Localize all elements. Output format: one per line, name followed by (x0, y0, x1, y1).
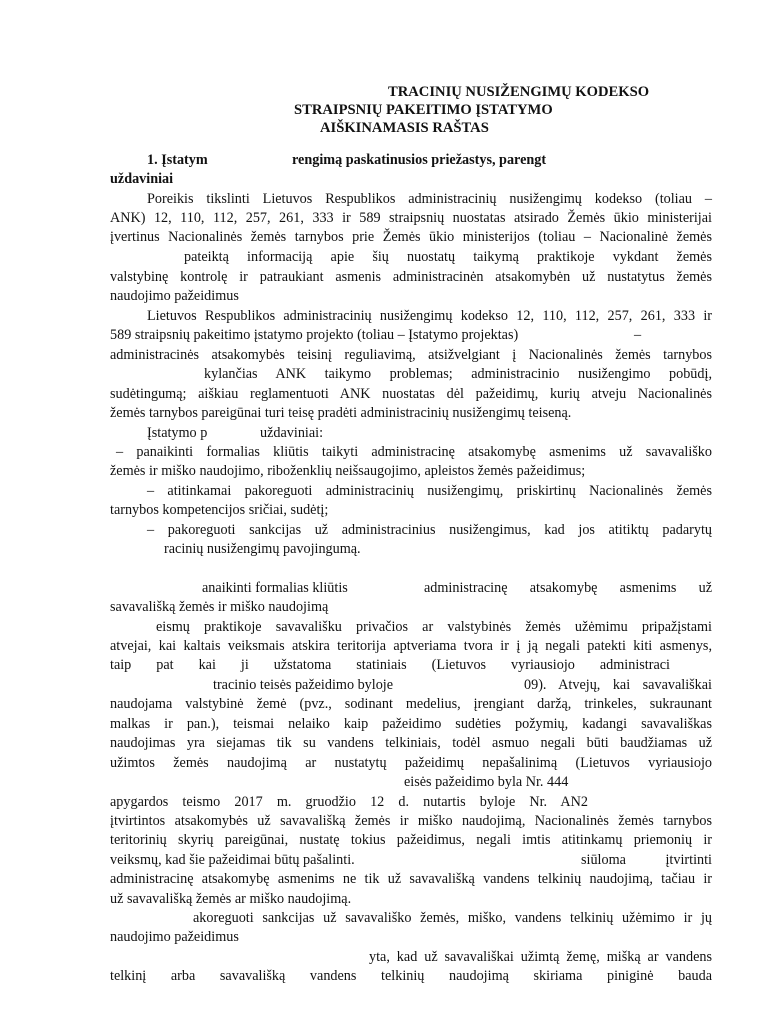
objective-bullet-2-cont: tarnybos kompetencijos sričiai, sudėtį; (110, 502, 329, 518)
paragraph2-line: Lietuvos Respublikos administracinių nusižengimų kodekso 12, 110, 112, 257, 261, 333 ir (147, 308, 712, 324)
paragraph2-line: 589 straipsnių pakeitimo įstatymo projekto (toliau – Įstatymo projektas) (110, 327, 519, 343)
section2-line: taip pat kai ji užstatoma statiniais (Lietuvos vyriausiojo administraci (110, 657, 670, 673)
section2-line: eisės pažeidimo byla Nr. 444 (404, 774, 569, 790)
paragraph2-line: kylančias ANK taikymo problemas; administracinio nusižengimo pobūdį, (204, 366, 712, 382)
title-line-3: AIŠKINAMASIS RAŠTAS (320, 120, 489, 136)
section2-line: administracinę atsakomybę asmenims ne tik už savavališką vandens telkinių naudojimą, tačiau ir (110, 871, 712, 887)
paragraph1-line: įvertinus Nacionalinės žemės tarnybos prie Žemės ūkio ministerijos (toliau – Nacionalinė žemės (110, 229, 712, 245)
section1-heading-part-a: 1. Įstatym (147, 152, 208, 168)
section2-line: užimtos žemės naudojimą ar nustatytų pažeidimų nepašalinimą (Lietuvos vyriausiojo (110, 755, 712, 771)
paragraph2-line: žemės tarnybos pareigūnai turi teisę pradėti administracinių nusižengimų teiseną. (110, 405, 572, 421)
section3-heading-line-1: akoreguoti sankcijas už savavališko žemės, miško, vandens telkinių užėmimo ir jų (193, 910, 712, 926)
paragraph1-line: naudojimo pažeidimus (110, 288, 239, 304)
section1-heading-part-c: uždaviniai (110, 171, 174, 187)
section3-line: yta, kad už savavališkai užimtą žemę, mišką ar vandens (369, 949, 712, 965)
paragraph1-line: ANK) 12, 110, 112, 257, 261, 333 ir 589 straipsnių nuostatas atsirado Žemės ūkio ministerijai (110, 210, 712, 226)
section2-line-part-a: veiksmų, kad šie pažeidimai būtų pašalinti. (110, 852, 355, 868)
title-line-2: STRAIPSNIŲ PAKEITIMO ĮSTATYMO (294, 102, 553, 118)
objective-bullet-3-cont: racinių nusižengimų pavojingumą. (164, 541, 361, 557)
section2-line: naudojimas yra siejamas tik su vandens telkiniais, todėl asmuo negali būti baudžiamas už (110, 735, 712, 751)
objective-bullet-3: – pakoreguoti sankcijas už administracinius nusižengimus, kad jos atitiktų padarytų (147, 522, 712, 538)
section2-line: apygardos teismo 2017 m. gruodžio 12 d. nutartis byloje Nr. AN2 (110, 794, 588, 810)
section1-heading-part-b: rengimą paskatinusios priežastys, parengt (292, 152, 547, 168)
objectives-intro-part-a: Įstatymo p (147, 425, 208, 441)
section2-heading-line-2: savavališką žemės ir miško naudojimą (110, 599, 329, 615)
section2-heading-part-b: administracinę atsakomybę asmenims už (424, 580, 712, 596)
paragraph1-line: pateiktą informaciją apie šių nuostatų taikymą praktikoje vykdant žemės (184, 249, 712, 265)
section2-line: teritorinių skyrių pareigūnai, nustatę tokius pažeidimus, negali imtis atitinkamų priemonių ir (110, 832, 712, 848)
section2-line: malkas ir pan.), teismai nelaiko kaip pažeidimo sudėties požymių, kadangi savavališkas (110, 716, 712, 732)
paragraph2-line: administracinės atsakomybės teisinį reguliavimą, atsižvelgiant į Nacionalinės žemės tarnybos (110, 347, 712, 363)
section3-line: telkinį arba savavališką vandens telkinių naudojimą skiriama piniginė bauda (110, 968, 712, 984)
objective-bullet-2: – atitinkamai pakoreguoti administracinių nusižengimų, priskirtinų Nacionalinės žemės (147, 483, 712, 499)
paragraph1-line: valstybinę kontrolę ir patraukiant asmenis administracinėn atsakomybėn už nustatytus žemės (110, 269, 712, 285)
section2-line-part-a: tracinio teisės pažeidimo byloje (213, 677, 394, 693)
section2-line: eismų praktikoje savavališku privačios ar valstybinės žemės užėmimu pripažįstami (156, 619, 712, 635)
section2-line: naudojama valstybinė žemė (pvz., sodinant medelius, įrengiant daržą, trinkeles, sukraunant (110, 696, 712, 712)
section2-heading-part-a: anaikinti formalias kliūtis (202, 580, 348, 596)
paragraph1-line: Poreikis tikslinti Lietuvos Respublikos administracinių nusižengimų kodekso (toliau – (147, 191, 712, 207)
section2-line-part-b: siūloma įtvirtinti (581, 852, 712, 868)
section2-line: už savavališką žemės ar miško naudojimą. (110, 891, 352, 907)
objective-bullet-1: – panaikinti formalias kliūtis taikyti administracinę atsakomybę asmenims už savavališko (116, 444, 712, 460)
section2-line-part-b: 09). Atvejų, kai savavališkai (524, 677, 712, 693)
section2-line: įtvirtintos atsakomybės už savavališką žemės ir miško naudojimą, Nacionalinės žemės tarnybos (110, 813, 712, 829)
paragraph2-dash: – (634, 327, 642, 343)
objectives-intro-part-b: uždaviniai: (260, 425, 324, 441)
section2-line: atvejai, kai kaltais veiksmais atskira teritorija aptveriama tvora ir į ją negali patekti kiti asmenys, (110, 638, 712, 654)
section3-heading-line-2: naudojimo pažeidimus (110, 929, 239, 945)
objective-bullet-1-cont: žemės ir miško naudojimo, riboženklių neišsaugojimo, apleistos žemės pažeidimus; (110, 463, 586, 479)
title-line-1: TRACINIŲ NUSIŽENGIMŲ KODEKSO (388, 84, 650, 100)
paragraph2-line: sudėtingumą; aiškiau reglamentuoti ANK nuostatas dėl pažeidimų, kurių atveju Nacionalinės (110, 386, 712, 402)
